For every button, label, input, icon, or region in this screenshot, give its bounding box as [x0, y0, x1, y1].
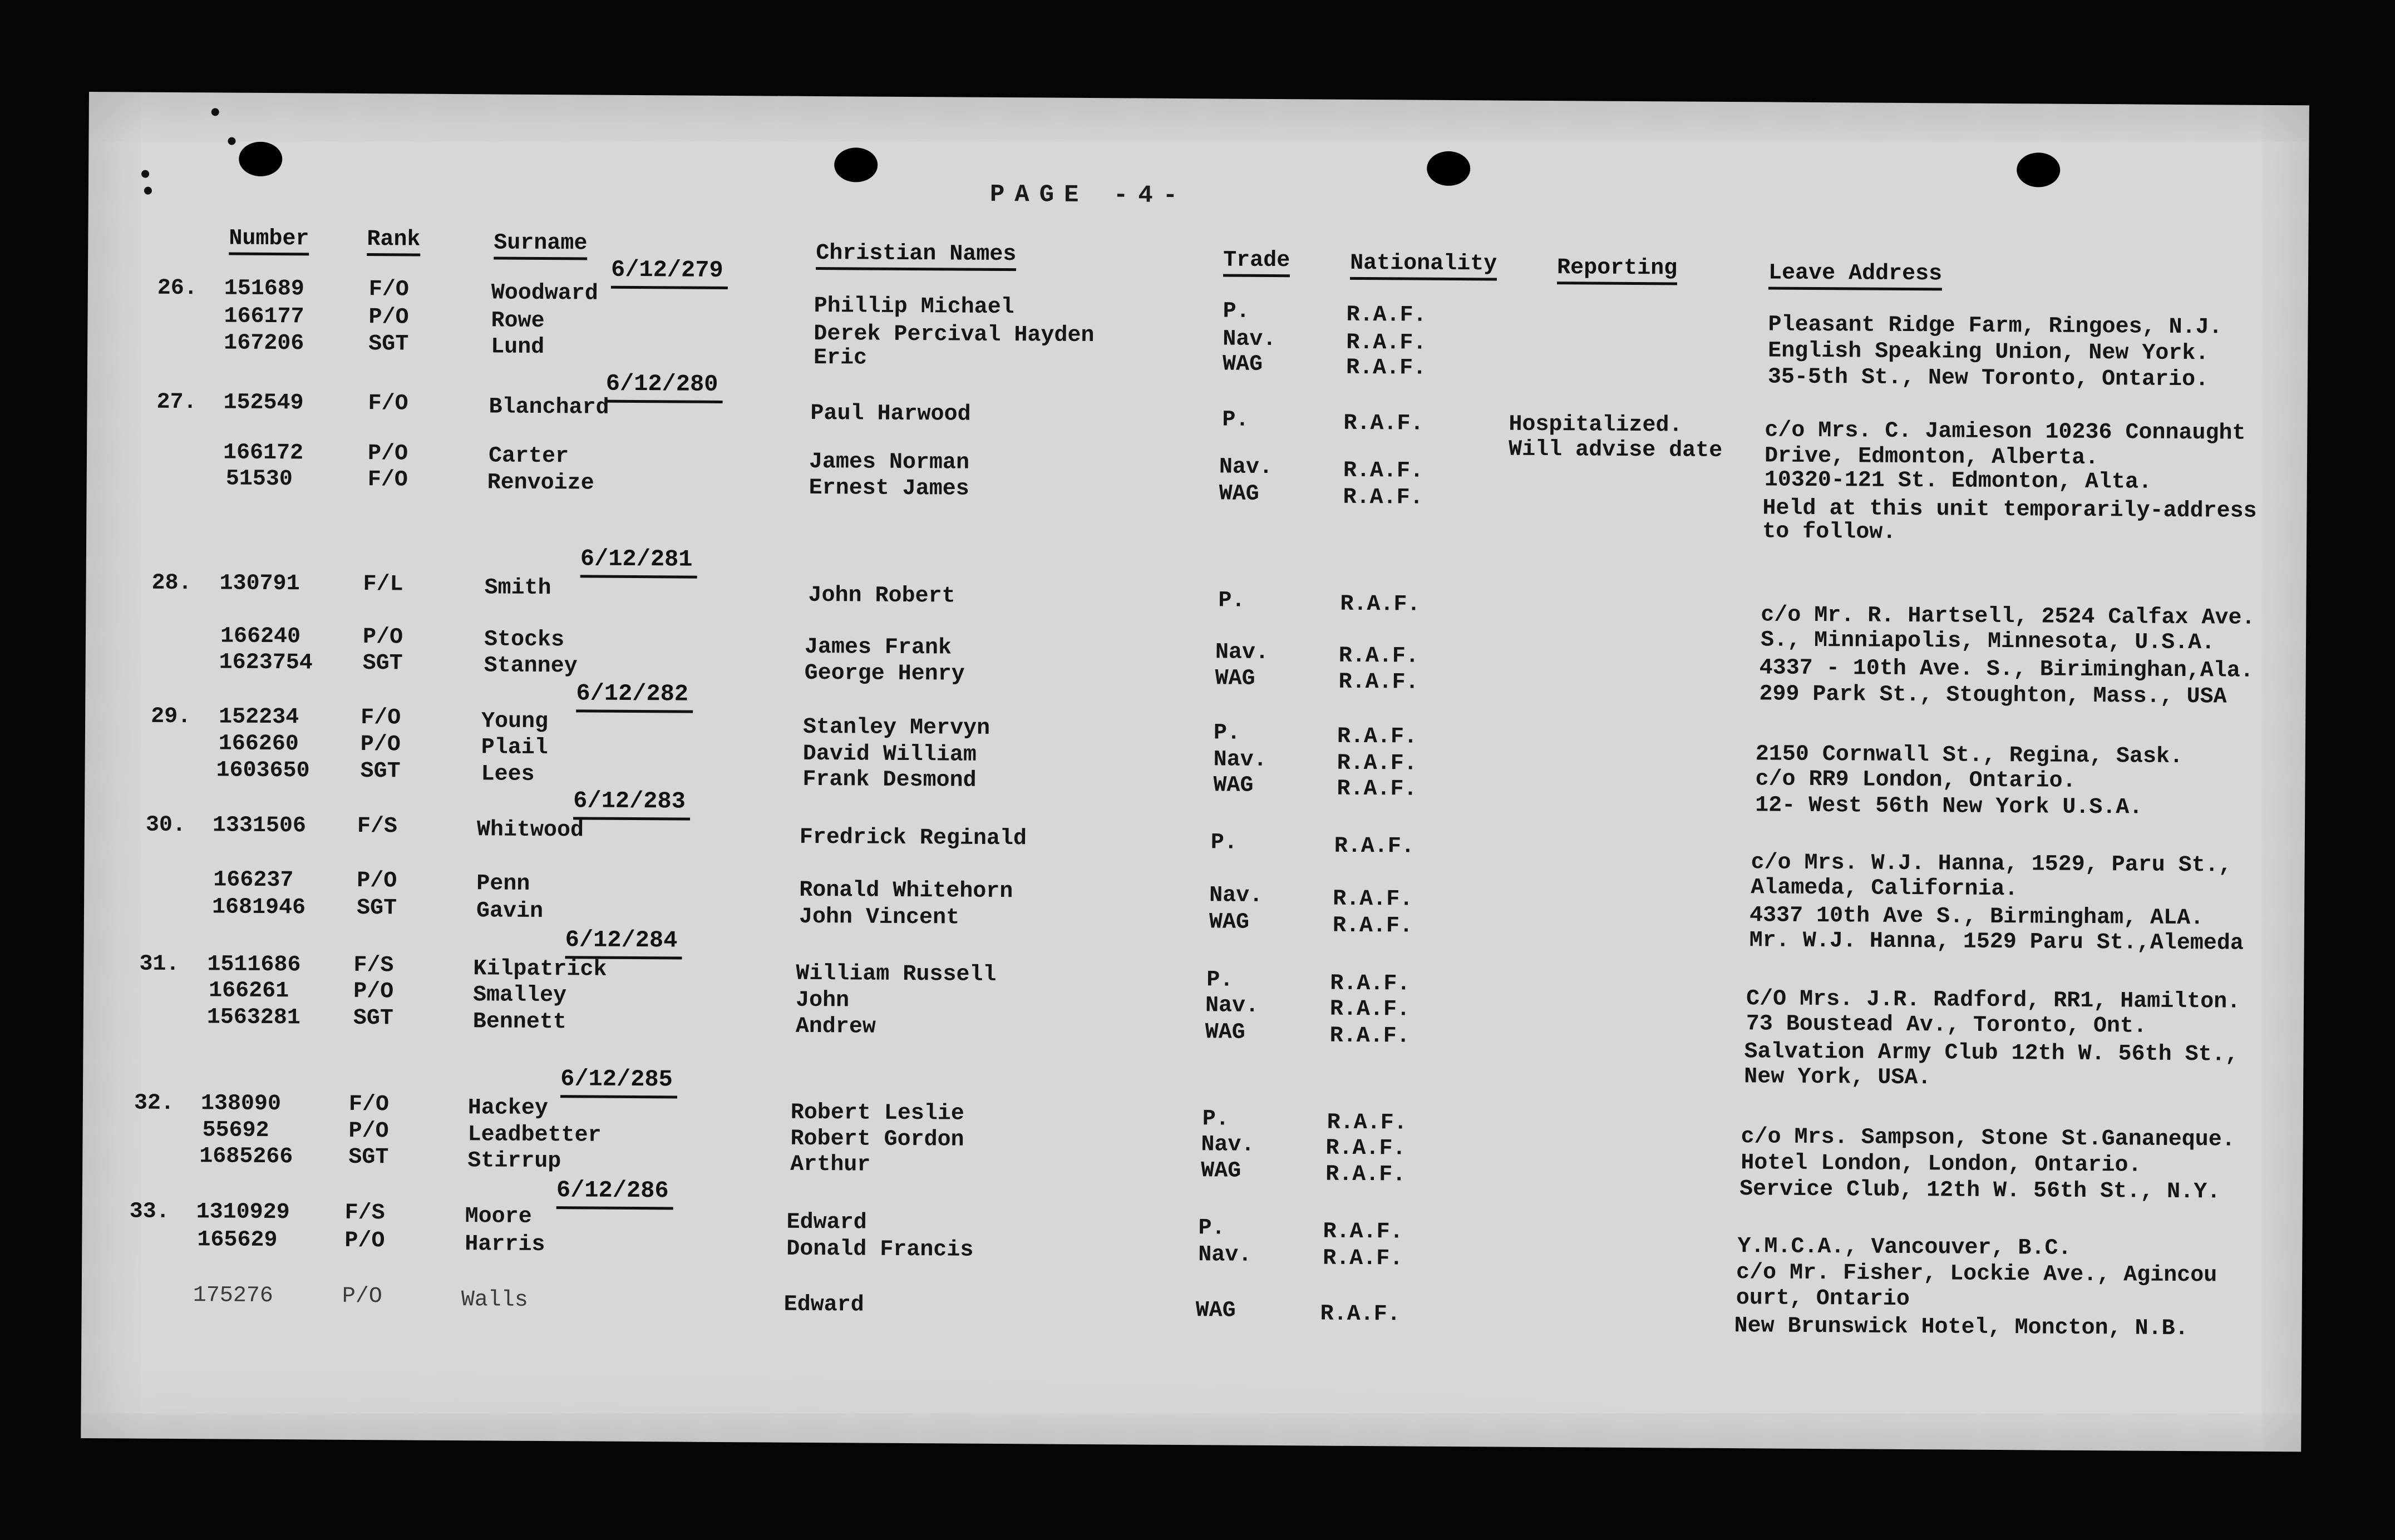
- service-number: 130791: [219, 571, 300, 597]
- nationality: R.A.F.: [1343, 485, 1423, 511]
- trade: Nav.: [1205, 993, 1259, 1019]
- service-number: 166240: [220, 624, 301, 650]
- rank: F/O: [348, 1092, 390, 1118]
- rank: F/L: [363, 572, 403, 598]
- christian-names: James Frank: [804, 634, 952, 661]
- leave-address-line: c/o Mrs. C. Jamieson 10236 Connaught: [1765, 418, 2246, 446]
- trade: Nav.: [1223, 327, 1277, 353]
- christian-names: Stanley Mervyn: [802, 714, 990, 741]
- surname: Harris: [465, 1232, 545, 1258]
- service-number: 166260: [218, 731, 299, 757]
- group-number: 33.: [129, 1199, 170, 1225]
- rank: SGT: [356, 895, 397, 921]
- nationality: R.A.F.: [1332, 913, 1413, 939]
- punch-hole: [2017, 152, 2060, 187]
- nationality: R.A.F.: [1334, 833, 1415, 860]
- christian-names: Arthur: [790, 1152, 871, 1178]
- rank: SGT: [368, 332, 409, 357]
- service-number: 1685266: [199, 1144, 293, 1170]
- rank: F/S: [344, 1200, 385, 1226]
- service-number: 152549: [223, 390, 304, 416]
- nationality: R.A.F.: [1346, 355, 1427, 381]
- leave-address-line: 299 Park St., Stoughton, Mass., USA: [1759, 682, 2227, 710]
- trade: WAG: [1205, 1020, 1245, 1045]
- surname: Stocks: [484, 627, 565, 653]
- trade: Nav.: [1201, 1132, 1255, 1158]
- trade: WAG: [1195, 1298, 1236, 1324]
- service-number: 51530: [225, 466, 293, 492]
- punch-hole: [834, 147, 878, 182]
- christian-names: Robert Gordon: [790, 1126, 964, 1153]
- header-nationality: Nationality: [1350, 251, 1497, 281]
- reference-underline: [556, 1206, 673, 1210]
- rank: F/S: [353, 952, 394, 979]
- leave-address-line: 2150 Cornwall St., Regina, Sask.: [1755, 742, 2184, 770]
- nationality: R.A.F.: [1323, 1219, 1403, 1245]
- header-rank: Rank: [367, 227, 420, 256]
- leave-address-line: Alameda, California.: [1751, 875, 2018, 902]
- leave-address-line: ourt, Ontario: [1736, 1286, 1910, 1312]
- nationality: R.A.F.: [1338, 643, 1420, 669]
- group-number: 26.: [157, 275, 198, 302]
- nationality: R.A.F.: [1346, 302, 1427, 328]
- surname: Smith: [484, 575, 551, 601]
- christian-names: Frank Desmond: [802, 767, 977, 793]
- rank: P/O: [344, 1228, 385, 1254]
- nationality: R.A.F.: [1337, 751, 1417, 777]
- service-number: 138090: [200, 1091, 282, 1117]
- group-reference: 6/12/283: [573, 787, 686, 815]
- service-number: 167206: [224, 330, 304, 357]
- service-number: 1563281: [206, 1005, 301, 1031]
- trade: Nav.: [1219, 455, 1273, 481]
- leave-address-line: c/o Mr. Fisher, Lockie Ave., Agincou: [1736, 1260, 2217, 1289]
- service-number: 1331506: [212, 813, 307, 839]
- trade: WAG: [1219, 481, 1259, 507]
- leave-address-line: Hotel London, London, Ontario.: [1741, 1151, 2142, 1178]
- service-number: 151689: [224, 276, 305, 302]
- leave-address-line: English Speaking Union, New York.: [1768, 338, 2209, 367]
- leave-address-line: 73 Boustead Av., Toronto, Ont.: [1746, 1011, 2147, 1039]
- service-number: 55692: [202, 1118, 269, 1144]
- rank: F/O: [367, 467, 408, 493]
- surname: Penn: [476, 871, 530, 897]
- christian-names: Andrew: [795, 1014, 876, 1040]
- reference-underline: [576, 709, 693, 713]
- trade: Nav.: [1198, 1242, 1252, 1268]
- leave-address-line: 10320-121 St. Edmonton, Alta.: [1764, 467, 2152, 495]
- nationality: R.A.F.: [1343, 458, 1424, 484]
- christian-names: Edward: [786, 1210, 867, 1236]
- reference-underline: [580, 575, 697, 578]
- reference-underline: [606, 400, 723, 403]
- trade: P.: [1206, 968, 1234, 993]
- surname: Hackey: [467, 1095, 549, 1122]
- group-reference: 6/12/279: [610, 256, 723, 284]
- leave-address-line: Held at this unit temporarily-address: [1762, 496, 2257, 524]
- trade: Nav.: [1215, 640, 1269, 665]
- group-reference: 6/12/281: [580, 545, 693, 573]
- christian-names: Paul Harwood: [810, 401, 971, 427]
- leave-address-line: Salvation Army Club 12th W. 56th St.,: [1744, 1039, 2239, 1068]
- surname: Bennett: [472, 1009, 566, 1035]
- trade: P.: [1198, 1216, 1225, 1241]
- service-number: 1511686: [207, 952, 301, 978]
- reporting-note: Hospitalized.: [1509, 412, 1683, 438]
- service-number: 1603650: [216, 758, 310, 784]
- christian-names: Phillip Michael: [814, 293, 1014, 320]
- rank: P/O: [360, 732, 401, 758]
- leave-address-line: 12- West 56th New York U.S.A.: [1755, 793, 2143, 821]
- surname: Stanney: [484, 653, 578, 679]
- group-reference: 6/12/280: [605, 370, 718, 398]
- nationality: R.A.F.: [1340, 591, 1421, 618]
- reporting-note: Will advise date: [1508, 437, 1723, 463]
- document-sheet: [81, 92, 2309, 1452]
- header-surname: Surname: [494, 230, 587, 260]
- surname: Leadbetter: [467, 1122, 602, 1148]
- nationality: R.A.F.: [1323, 1246, 1403, 1272]
- nationality: R.A.F.: [1327, 1110, 1407, 1136]
- group-reference: 6/12/282: [576, 680, 689, 708]
- rank: SGT: [362, 651, 403, 677]
- reference-underline: [573, 817, 690, 820]
- service-number: 1681946: [211, 895, 306, 921]
- leave-address-line: c/o RR9 London, Ontario.: [1755, 767, 2076, 794]
- christian-names: John: [795, 988, 850, 1014]
- reference-underline: [611, 286, 728, 289]
- christian-names: William Russell: [796, 961, 997, 988]
- christian-names: Donald Francis: [786, 1236, 974, 1263]
- group-number: 28.: [151, 570, 192, 596]
- rank: SGT: [353, 1005, 393, 1031]
- surname: Moore: [465, 1204, 532, 1230]
- surname: Smalley: [472, 983, 567, 1009]
- trade: Nav.: [1213, 747, 1267, 773]
- group-number: 30.: [145, 812, 186, 838]
- speck: [228, 137, 235, 145]
- service-number: 1623754: [219, 650, 313, 676]
- nationality: R.A.F.: [1325, 1162, 1406, 1188]
- nationality: R.A.F.: [1343, 411, 1424, 437]
- speck: [141, 170, 149, 178]
- nationality: R.A.F.: [1337, 776, 1417, 802]
- leave-address-line: New York, USA.: [1744, 1064, 1931, 1091]
- header-leave-address: Leave Address: [1768, 260, 1942, 290]
- page-title: PAGE -4-: [989, 180, 1188, 210]
- surname: Lees: [481, 762, 535, 787]
- surname: Gavin: [476, 899, 544, 925]
- surname: Carter: [488, 443, 569, 470]
- service-number: 152234: [219, 704, 299, 730]
- christian-names: Ronald Whitehorn: [799, 877, 1013, 905]
- rank: F/O: [368, 277, 409, 303]
- trade: WAG: [1213, 773, 1254, 798]
- trade: WAG: [1201, 1158, 1241, 1184]
- rank: P/O: [342, 1284, 382, 1310]
- nationality: R.A.F.: [1325, 1136, 1406, 1162]
- christian-names: Fredrick Reginald: [799, 825, 1027, 852]
- nationality: R.A.F.: [1329, 996, 1411, 1023]
- leave-address-line: Pleasant Ridge Farm, Ringoes, N.J.: [1768, 312, 2222, 340]
- surname: Walls: [461, 1287, 528, 1313]
- rank: P/O: [357, 868, 397, 894]
- header-reporting: Reporting: [1557, 255, 1677, 285]
- group-reference: 6/12/284: [565, 926, 678, 954]
- trade: P.: [1210, 830, 1238, 856]
- service-number: 175276: [193, 1283, 273, 1309]
- leave-address-line: S., Minniapolis, Minnesota, U.S.A.: [1760, 628, 2215, 656]
- trade: P.: [1223, 299, 1250, 324]
- christian-names: Derek Percival Hayden: [814, 321, 1095, 349]
- leave-address-line: Mr. W.J. Hanna, 1529 Paru St.,Alemeda: [1749, 928, 2244, 956]
- rank: P/O: [353, 979, 394, 1005]
- header-trade: Trade: [1223, 248, 1290, 277]
- leave-address-line: c/o Mrs. W.J. Hanna, 1529, Paru St.,: [1751, 850, 2232, 878]
- leave-address-line: Service Club, 12th W. 56th St., N.Y.: [1739, 1177, 2221, 1205]
- leave-address-line: c/o Mr. R. Hartsell, 2524 Calfax Ave.: [1761, 603, 2255, 631]
- surname: Kilpatrick: [473, 956, 607, 983]
- leave-address-line: 4337 - 10th Ave. S., Biriminghan,Ala.: [1759, 655, 2254, 684]
- surname: Whitwood: [476, 817, 584, 843]
- surname: Renvoize: [487, 470, 594, 496]
- christian-names: James Norman: [809, 449, 970, 476]
- nationality: R.A.F.: [1338, 669, 1419, 695]
- nationality: R.A.F.: [1333, 886, 1413, 912]
- header-number: Number: [229, 226, 309, 256]
- service-number: 166261: [208, 978, 289, 1004]
- leave-address-line: c/o Mrs. Sampson, Stone St.Gananeque.: [1741, 1124, 2235, 1153]
- surname: Young: [481, 709, 549, 735]
- group-reference: 6/12/285: [560, 1065, 673, 1093]
- trade: P.: [1218, 588, 1245, 614]
- speck: [144, 187, 152, 195]
- group-number: 32.: [134, 1090, 175, 1116]
- rank: F/O: [360, 705, 401, 731]
- christian-names: Robert Leslie: [790, 1100, 965, 1127]
- service-number: 1310929: [196, 1200, 290, 1226]
- service-number: 165629: [197, 1227, 278, 1253]
- punch-hole: [1427, 151, 1470, 186]
- rank: P/O: [368, 305, 409, 330]
- group-number: 27.: [156, 389, 197, 416]
- christian-names: John Robert: [808, 583, 955, 609]
- header-christian-names: Christian Names: [816, 241, 1016, 271]
- leave-address-line: Y.M.C.A., Vancouver, B.C.: [1737, 1234, 2072, 1261]
- rank: F/O: [368, 391, 408, 417]
- trade: WAG: [1209, 910, 1250, 935]
- rank: P/O: [362, 625, 403, 650]
- leave-address-line: 4337 10th Ave S., Birmingham, ALA.: [1749, 903, 2204, 931]
- surname: Lund: [491, 334, 545, 361]
- trade: Nav.: [1209, 883, 1263, 909]
- surname: Woodward: [491, 280, 598, 307]
- rank: F/S: [357, 813, 398, 840]
- nationality: R.A.F.: [1330, 971, 1411, 997]
- speck: [211, 108, 219, 116]
- christian-names: George Henry: [804, 660, 965, 687]
- christian-names: Ernest James: [809, 475, 969, 502]
- punch-hole: [239, 142, 282, 176]
- nationality: R.A.F.: [1337, 724, 1418, 750]
- leave-address-line: Drive, Edmonton, Alberta.: [1764, 443, 2099, 471]
- nationality: R.A.F.: [1346, 330, 1427, 356]
- group-reference: 6/12/286: [556, 1177, 669, 1205]
- trade: WAG: [1222, 352, 1263, 377]
- nationality: R.A.F.: [1320, 1301, 1401, 1327]
- rank: SGT: [348, 1144, 389, 1171]
- christian-names: Edward: [783, 1292, 864, 1318]
- group-number: 31.: [139, 951, 180, 978]
- reference-underline: [560, 1095, 677, 1098]
- leave-address-line: to follow.: [1762, 519, 1896, 545]
- trade: P.: [1213, 720, 1241, 746]
- leave-address-line: 35-5th St., New Toronto, Ontario.: [1767, 364, 2209, 393]
- surname: Rowe: [491, 308, 545, 334]
- service-number: 166177: [224, 304, 304, 330]
- trade: WAG: [1215, 666, 1255, 692]
- rank: P/O: [348, 1118, 389, 1144]
- surname: Stirrup: [467, 1148, 561, 1174]
- surname: Plail: [481, 735, 548, 761]
- leave-address-line: C/O Mrs. J.R. Radford, RR1, Hamilton.: [1746, 986, 2241, 1015]
- christian-names: John Vincent: [799, 904, 960, 931]
- trade: P.: [1222, 407, 1249, 433]
- surname: Blanchard: [489, 394, 609, 421]
- nationality: R.A.F.: [1329, 1023, 1410, 1049]
- rank: SGT: [360, 759, 401, 784]
- service-number: 166172: [223, 440, 304, 466]
- christian-names: David William: [802, 741, 977, 768]
- trade: P.: [1202, 1107, 1229, 1132]
- group-number: 29.: [151, 704, 191, 730]
- rank: P/O: [367, 441, 408, 467]
- leave-address-line: New Brunswick Hotel, Moncton, N.B.: [1734, 1314, 2189, 1342]
- service-number: 166237: [213, 867, 294, 894]
- christian-names: Eric: [813, 345, 868, 371]
